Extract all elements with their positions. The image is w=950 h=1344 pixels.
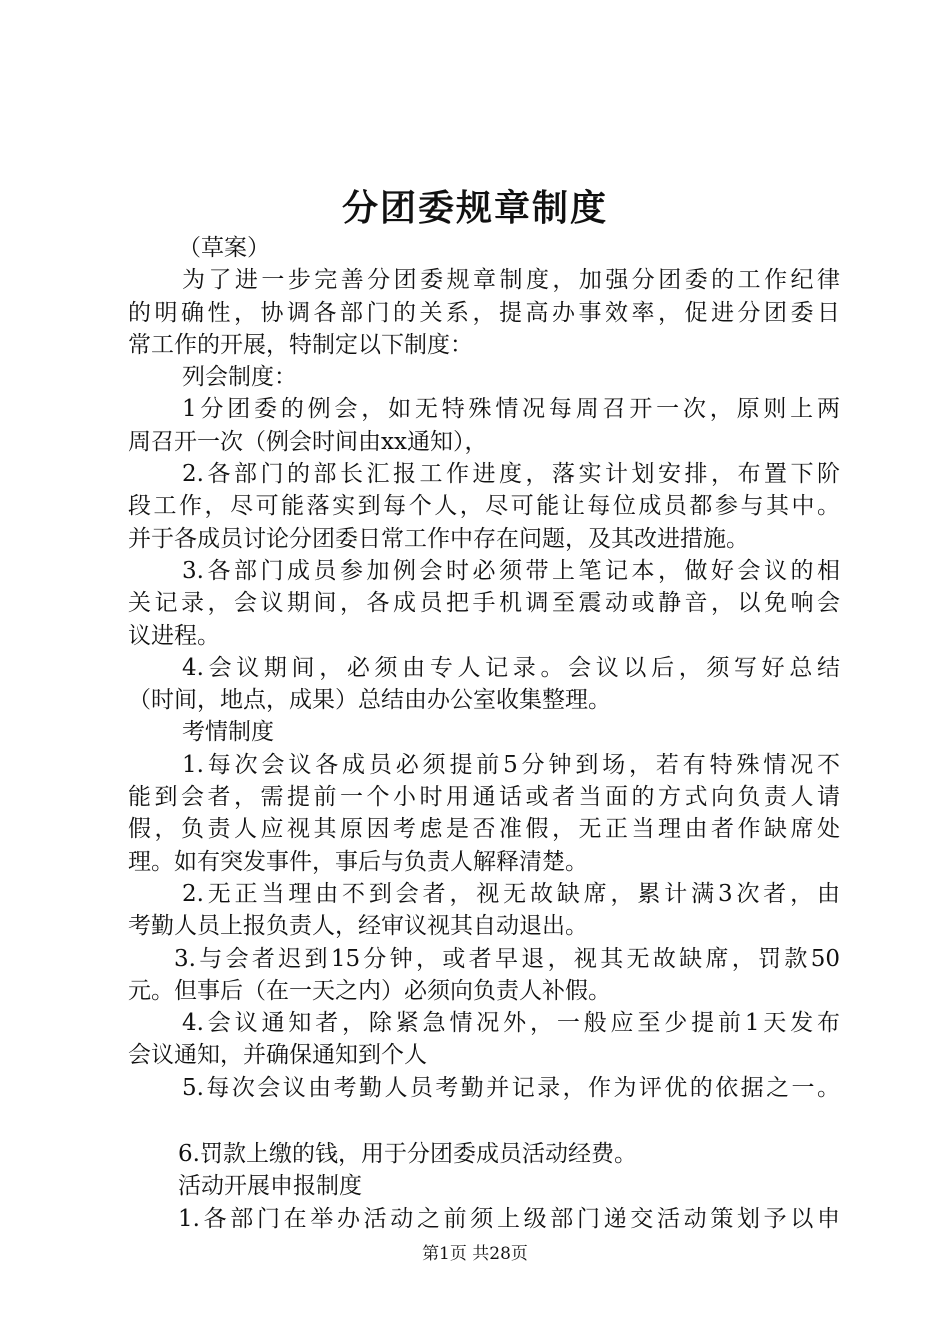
paragraph-gap xyxy=(128,1104,840,1138)
body-line: 能到会者，需提前一个小时用通话或者当面的方式向负责人请 xyxy=(128,784,840,811)
section-heading: 活动开展申报制度 xyxy=(178,1173,362,1200)
body-line: 1.各部门在举办活动之前须上级部门递交活动策划予以申 xyxy=(178,1205,840,1232)
body-line: 6.罚款上缴的钱，用于分团委成员活动经费。 xyxy=(178,1141,637,1168)
document-title: 分团委规章制度 xyxy=(341,187,608,229)
body-line: 的明确性，协调各部门的关系，提高办事效率，促进分团委日 xyxy=(128,299,840,326)
body-line: 元。但事后（在一天之内）必须向负责人补假。 xyxy=(128,977,611,1004)
body-line: 4.会议期间，必须由专人记录。会议以后，须写好总结 xyxy=(182,654,840,681)
body-line: 假，负责人应视其原因考虑是否准假，无正当理由者作缺席处 xyxy=(128,816,840,843)
body-line: 关记录，会议期间，各成员把手机调至震动或静音，以免响会 xyxy=(128,590,840,617)
body-line: 1.每次会议各成员必须提前5分钟到场，若有特殊情况不 xyxy=(182,751,840,778)
body-line: 理。如有突发事件，事后与负责人解释清楚。 xyxy=(128,848,588,875)
body-line: 周召开一次（例会时间由xx通知）， xyxy=(128,428,488,455)
body-line: 为了进一步完善分团委规章制度，加强分团委的工作纪律 xyxy=(182,267,840,294)
document-body xyxy=(128,232,840,1235)
body-line: 2.各部门的部长汇报工作进度，落实计划安排，布置下阶 xyxy=(182,461,840,488)
body-line: 并于各成员讨论分团委日常工作中存在问题，及其改进措施。 xyxy=(128,525,749,552)
body-line: （时间，地点，成果）总结由办公室收集整理。 xyxy=(128,687,611,714)
body-line: 2.无正当理由不到会者，视无故缺席，累计满3次者，由 xyxy=(182,880,840,907)
body-line: 5.每次会议由考勤人员考勤并记录，作为评优的依据之一。 xyxy=(182,1074,840,1101)
draft-label: （草案） xyxy=(178,235,270,261)
page-footer: 第1页 共28页 xyxy=(422,1244,528,1264)
body-line: 常工作的开展，特制定以下制度： xyxy=(128,331,473,358)
body-line: 会议通知，并确保通知到个人 xyxy=(128,1042,427,1069)
body-line: 3.各部门成员参加例会时必须带上笔记本，做好会议的相 xyxy=(182,557,840,584)
body-line: 段工作，尽可能落实到每个人，尽可能让每位成员都参与其中。 xyxy=(128,493,840,520)
body-line: 考勤人员上报负责人，经审议视其自动退出。 xyxy=(128,913,588,940)
body-line: 3.与会者迟到15分钟，或者早退，视其无故缺席，罚款50 xyxy=(174,945,840,972)
body-line: 4.会议通知者，除紧急情况外，一般应至少提前1天发布 xyxy=(182,1010,840,1037)
body-line: 1分团委的例会，如无特殊情况每周召开一次，原则上两 xyxy=(182,396,840,423)
section-heading: 列会制度： xyxy=(182,364,297,391)
section-heading: 考情制度 xyxy=(182,719,274,746)
body-line: 议进程。 xyxy=(128,622,220,649)
